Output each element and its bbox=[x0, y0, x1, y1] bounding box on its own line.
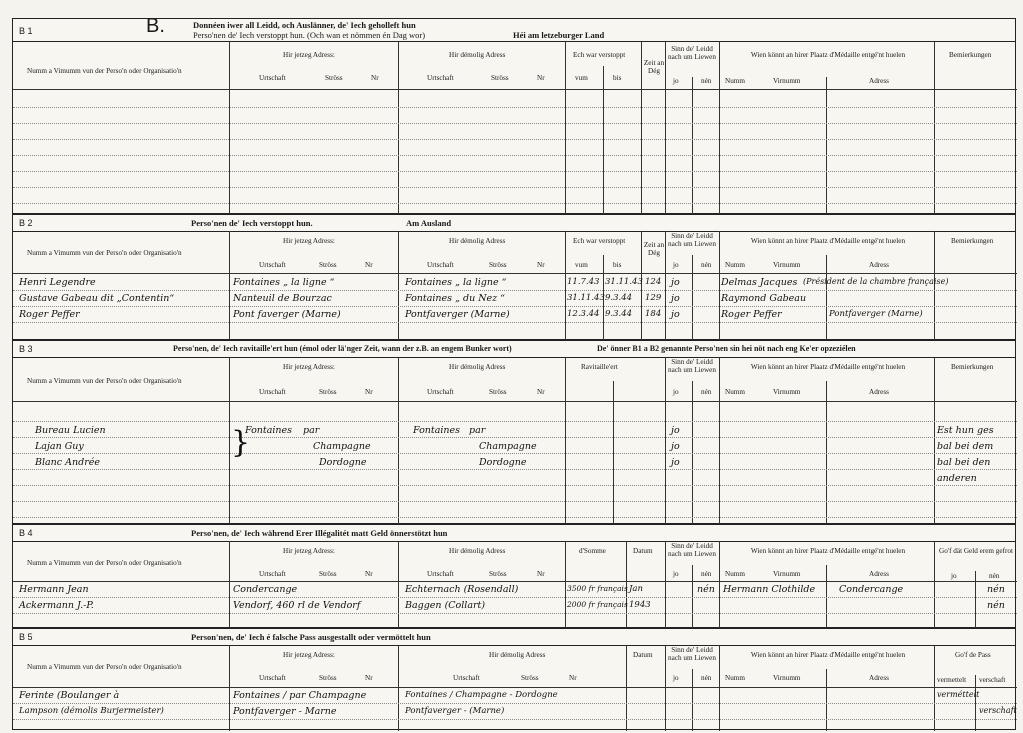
firstname-header: Virnumm bbox=[773, 570, 801, 578]
section-b4 bbox=[12, 524, 1016, 628]
mediated-header: vermettelt bbox=[937, 676, 967, 684]
former-address-header: Hir démolig Adress bbox=[449, 547, 506, 555]
table-row-name: Ackermann J.-P. bbox=[19, 600, 94, 611]
section-title: Person'nen, de' Iech é falsche Pass ausgestallt oder vermöttelt hun bbox=[191, 632, 431, 642]
from-header: vum bbox=[575, 261, 588, 269]
current-address-dordogne: Dordogne bbox=[319, 457, 367, 468]
resistance-form-sheet bbox=[12, 15, 1017, 730]
table-row-date: Jan bbox=[629, 584, 643, 594]
section-code: B 2 bbox=[19, 218, 33, 228]
table-row-current-address: Fontaines / par Champagne bbox=[233, 690, 367, 701]
former-address-header: Hir démolig Adress bbox=[449, 237, 506, 245]
money-returned-header: Go'f dät Geld erem gefrot bbox=[939, 547, 1013, 555]
medal-header: Wien könnt an hirer Plaatz d'Médaille entgé'nt huelen bbox=[750, 651, 906, 659]
table-row-from: 12.3.44 bbox=[567, 309, 600, 319]
section-code: B 1 bbox=[19, 26, 33, 36]
medal-header: Wien könnt an hirer Plaatz d'Médaille entgé'nt huelen bbox=[750, 363, 906, 371]
section-location: Am Ausland bbox=[406, 218, 452, 228]
table-row-days: 129 bbox=[645, 293, 662, 303]
table-row-name: Lampson (démolis Burjermeister) bbox=[19, 706, 164, 716]
table-row-former-address: Pontfaverger - (Marne) bbox=[405, 706, 505, 716]
remark-line: bal bei dem bbox=[937, 441, 994, 452]
section-b5 bbox=[12, 628, 1016, 730]
nr-header: Nr bbox=[537, 261, 545, 269]
table-row-sum: 2000 fr français bbox=[567, 600, 628, 609]
table-row-yes: jo bbox=[671, 441, 680, 452]
current-address-header: Hir jetzeg Adress: bbox=[283, 51, 335, 59]
address-header: Adress bbox=[869, 261, 889, 269]
hidden-header: Ech war verstoppt bbox=[573, 51, 626, 59]
section-title: Donnéen iwer all Leidd, och Auslänner, de' Iech geholleft hun bbox=[193, 20, 416, 30]
table-row-to: 31.11.43 bbox=[605, 277, 643, 287]
nr-header: Nr bbox=[365, 570, 373, 578]
brace-mark: } bbox=[231, 425, 251, 460]
firstname-header: Virnumm bbox=[773, 674, 801, 682]
remark-line: Est hun ges bbox=[937, 425, 994, 436]
current-address-par: par bbox=[303, 425, 320, 436]
section-b1-header bbox=[13, 15, 1015, 42]
table-row-medal-address: Pontfaverger (Marne) bbox=[829, 309, 923, 319]
locality-header: Urtschaft bbox=[427, 388, 454, 396]
table-row-current-address: Nanteuil de Bourzac bbox=[233, 293, 332, 304]
current-address-header: Hir jetzeg Adress: bbox=[283, 237, 335, 245]
no-header: nén bbox=[701, 261, 712, 269]
nr-header: Nr bbox=[537, 74, 545, 82]
current-address-header: Hir jetzeg Adress: bbox=[283, 363, 335, 371]
street-header: Ströss bbox=[489, 388, 507, 396]
nr-header: Nr bbox=[365, 674, 373, 682]
nr-header: Nr bbox=[569, 674, 577, 682]
table-row-days: 184 bbox=[645, 309, 662, 319]
street-header: Ströss bbox=[489, 570, 507, 578]
table-row-medal-address: Condercange bbox=[839, 584, 904, 595]
sum-header: d'Somme bbox=[579, 547, 606, 555]
remark-line: bal bei den bbox=[937, 457, 991, 468]
former-address-champagne: Champagne bbox=[479, 441, 537, 452]
section-b2-header bbox=[13, 215, 1015, 232]
section-letter: B. bbox=[146, 15, 165, 37]
table-row-former-address: Fontaines / Champagne - Dordogne bbox=[405, 690, 558, 700]
section-b4-header bbox=[13, 525, 1015, 542]
section-b2 bbox=[12, 214, 1016, 340]
table-row-no: nén bbox=[697, 584, 715, 595]
locality-header: Urtschaft bbox=[259, 74, 286, 82]
address-header: Adress bbox=[869, 388, 889, 396]
name-col-header: Numm a Vimumm vun der Perso'n oder Organisatio'n bbox=[27, 249, 182, 257]
table-row-date: 1943 bbox=[629, 600, 651, 610]
sense-header: Sinn de' Leidd nach um Liewen bbox=[668, 646, 716, 662]
section-b1 bbox=[12, 15, 1016, 214]
remarks-header: Bemierkungen bbox=[951, 237, 994, 245]
section-subtitle: Perso'nen de' Iech verstoppt hun. (Och wan et nömmen én Dag wor) bbox=[193, 30, 426, 40]
table-row-from: 11.7.43 bbox=[567, 277, 600, 287]
yes-header: jo bbox=[673, 261, 679, 269]
table-row-medal-name: Hermann Clothilde bbox=[723, 584, 816, 595]
former-address-par: par bbox=[469, 425, 486, 436]
table-row-former-address: Pontfaverger (Marne) bbox=[405, 309, 510, 320]
table-row-current-address: Fontaines „ la ligne “ bbox=[233, 277, 335, 288]
table-row-pass-issued: verschaft bbox=[979, 706, 1017, 715]
time-header: Zeit an Dég bbox=[643, 241, 665, 257]
table-row-yes: jo bbox=[671, 309, 680, 320]
table-row-name: Lajan Guy bbox=[35, 441, 84, 452]
to-header: bis bbox=[613, 74, 622, 82]
to-header: bis bbox=[613, 261, 622, 269]
table-row-name: Ferinte (Boulanger à bbox=[19, 690, 120, 701]
table-row-current-address: Pont faverger (Marne) bbox=[233, 309, 341, 320]
table-row-days: 124 bbox=[645, 277, 662, 287]
name-header: Numm bbox=[725, 570, 745, 578]
nr-header: Nr bbox=[537, 388, 545, 396]
remarks-header: Bemierkungen bbox=[951, 363, 994, 371]
section-title: Perso'nen, de' Iech während Erer Illégalitét matt Geld önnerstötzt hun bbox=[191, 528, 448, 538]
table-row-name: Blanc Andrée bbox=[35, 457, 100, 468]
no-header: nén bbox=[989, 572, 1000, 580]
table-row-to: 9.3.44 bbox=[605, 293, 633, 303]
remarks-header: Bemierkungen bbox=[949, 51, 992, 59]
medal-header: Wien könnt an hirer Plaatz d'Médaille entgé'nt huelen bbox=[750, 547, 906, 555]
nr-header: Nr bbox=[365, 261, 373, 269]
firstname-header: Virnumm bbox=[773, 77, 801, 85]
street-header: Ströss bbox=[319, 388, 337, 396]
table-row-name: Henri Legendre bbox=[19, 277, 96, 288]
former-address-dordogne: Dordogne bbox=[479, 457, 527, 468]
locality-header: Urtschaft bbox=[259, 570, 286, 578]
table-row-former-address: Baggen (Collart) bbox=[405, 600, 486, 611]
table-row-former-address: Fontaines „ du Nez “ bbox=[405, 293, 506, 304]
section-code: B 5 bbox=[19, 632, 33, 642]
table-row-pass-mediated: verméttelt bbox=[937, 690, 980, 699]
no-header: nén bbox=[701, 77, 712, 85]
table-row-returned-no: nén bbox=[987, 584, 1005, 595]
section-location: Héi am letzeburger Land bbox=[513, 30, 605, 40]
former-address-locality: Fontaines bbox=[413, 425, 461, 436]
table-row-current-address: Vendorf, 460 rl de Vendorf bbox=[233, 600, 361, 611]
firstname-header: Virnumm bbox=[773, 261, 801, 269]
table-row-medal-address: (Président de la chambre française) bbox=[803, 277, 949, 286]
from-header: vum bbox=[575, 74, 588, 82]
table-row-yes: jo bbox=[671, 457, 680, 468]
current-address-champagne: Champagne bbox=[313, 441, 371, 452]
table-row-medal-name: Roger Peffer bbox=[721, 309, 782, 320]
nr-header: Nr bbox=[365, 388, 373, 396]
table-row-sum: 3500 fr français bbox=[567, 584, 628, 593]
no-header: nén bbox=[701, 388, 712, 396]
yes-header: jo bbox=[673, 674, 679, 682]
time-header: Zeit an Dég bbox=[643, 59, 665, 75]
locality-header: Urtschaft bbox=[427, 261, 454, 269]
firstname-header: Virnumm bbox=[773, 388, 801, 396]
date-header: Datum bbox=[633, 651, 653, 659]
name-col-header: Numm a Vimumm vun der Perso'n oder Organisatio'n bbox=[27, 663, 182, 671]
sense-header: Sinn de' Leidd nach um Liewen bbox=[668, 45, 716, 61]
locality-header: Urtschaft bbox=[259, 388, 286, 396]
section-b3-header bbox=[13, 341, 1015, 358]
medal-header: Wien könnt an hirer Plaatz d'Médaille entgé'nt huelen bbox=[750, 51, 906, 59]
table-row-medal-name: Raymond Gabeau bbox=[721, 293, 807, 304]
former-address-header: Hir démolig Adress bbox=[489, 651, 546, 659]
table-row-yes: jo bbox=[671, 277, 680, 288]
former-address-header: Hir démolig Adress bbox=[449, 363, 506, 371]
current-address-header: Hir jetzeg Adress: bbox=[283, 651, 335, 659]
table-row-current-address: Condercange bbox=[233, 584, 298, 595]
remark-line: anderen bbox=[937, 473, 977, 484]
table-row-name: Roger Peffer bbox=[19, 309, 80, 320]
section-code: B 3 bbox=[19, 344, 33, 354]
address-header: Adress bbox=[869, 674, 889, 682]
nr-header: Nr bbox=[371, 74, 379, 82]
locality-header: Urtschaft bbox=[259, 261, 286, 269]
table-row-returned-no: nén bbox=[987, 600, 1005, 611]
pass-header: Go'f de Pass bbox=[955, 651, 991, 659]
sense-header: Sinn de' Leidd nach um Liewen bbox=[668, 358, 716, 374]
name-col-header: Numm a Vimumm vun der Perso'n oder Organisatio'n bbox=[27, 67, 182, 75]
table-row-to: 9.3.44 bbox=[605, 309, 633, 319]
name-header: Numm bbox=[725, 388, 745, 396]
name-col-header: Numm a Vimumm vun der Perso'n oder Organisatio'n bbox=[27, 377, 182, 385]
section-b3 bbox=[12, 340, 1016, 524]
hidden-header: Ech war verstoppt bbox=[573, 237, 626, 245]
table-row-yes: jo bbox=[671, 425, 680, 436]
current-address-header: Hir jetzeg Adress: bbox=[283, 547, 335, 555]
locality-header: Urtschaft bbox=[453, 674, 480, 682]
address-header: Adress bbox=[869, 570, 889, 578]
name-header: Numm bbox=[725, 674, 745, 682]
street-header: Ströss bbox=[325, 74, 343, 82]
sense-header: Sinn de' Leidd nach um Liewen bbox=[668, 232, 716, 248]
current-address-locality: Fontaines bbox=[245, 425, 293, 436]
table-row-medal-name: Delmas Jacques bbox=[721, 277, 798, 288]
street-header: Ströss bbox=[521, 674, 539, 682]
section-title: Perso'nen de' Iech verstoppt hun. bbox=[191, 218, 313, 228]
medal-header: Wien könnt an hirer Plaatz d'Médaille entgé'nt huelen bbox=[750, 237, 906, 245]
section-b5-header bbox=[13, 629, 1015, 646]
table-row-from: 31.11.43 bbox=[567, 293, 605, 303]
table-row-former-address: Echternach (Rosendall) bbox=[405, 584, 519, 595]
street-header: Ströss bbox=[319, 674, 337, 682]
table-row-name: Bureau Lucien bbox=[35, 425, 106, 436]
table-row-former-address: Fontaines „ la ligne “ bbox=[405, 277, 507, 288]
street-header: Ströss bbox=[491, 74, 509, 82]
name-header: Numm bbox=[725, 77, 745, 85]
section-title: Perso'nen, de' Iech ravitaille'ert hun (émol oder lä'nger Zeit, wann der z.B. an engem Bunker wort) bbox=[173, 344, 512, 353]
table-row-name: Gustave Gabeau dit „Contentin“ bbox=[19, 293, 175, 304]
name-header: Numm bbox=[725, 261, 745, 269]
section-note: De' önner B1 a B2 genannte Perso'nen sin hei nöt nach eng Ke'er opzeziélen bbox=[597, 344, 856, 353]
street-header: Ströss bbox=[319, 570, 337, 578]
address-header: Adress bbox=[869, 77, 889, 85]
street-header: Ströss bbox=[489, 261, 507, 269]
sense-header: Sinn de' Leidd nach um Liewen bbox=[668, 542, 716, 558]
issued-header: verschaft bbox=[979, 676, 1006, 684]
table-row-name: Hermann Jean bbox=[19, 584, 89, 595]
locality-header: Urtschaft bbox=[259, 674, 286, 682]
yes-header: jo bbox=[673, 570, 679, 578]
former-address-header: Hir démolig Adress bbox=[449, 51, 506, 59]
yes-header: jo bbox=[951, 572, 957, 580]
date-header: Datum bbox=[633, 547, 653, 555]
yes-header: jo bbox=[673, 388, 679, 396]
nr-header: Nr bbox=[537, 570, 545, 578]
locality-header: Urtschaft bbox=[427, 74, 454, 82]
table-row-yes: jo bbox=[671, 293, 680, 304]
supplied-header: Ravitaille'ert bbox=[581, 363, 618, 371]
section-code: B 4 bbox=[19, 528, 33, 538]
yes-header: jo bbox=[673, 77, 679, 85]
table-row-current-address: Pontfaverger - Marne bbox=[233, 706, 337, 717]
no-header: nén bbox=[701, 570, 712, 578]
locality-header: Urtschaft bbox=[427, 570, 454, 578]
name-col-header: Numm a Vimumm vun der Perso'n oder Organisatio'n bbox=[27, 559, 182, 567]
no-header: nén bbox=[701, 674, 712, 682]
street-header: Ströss bbox=[319, 261, 337, 269]
